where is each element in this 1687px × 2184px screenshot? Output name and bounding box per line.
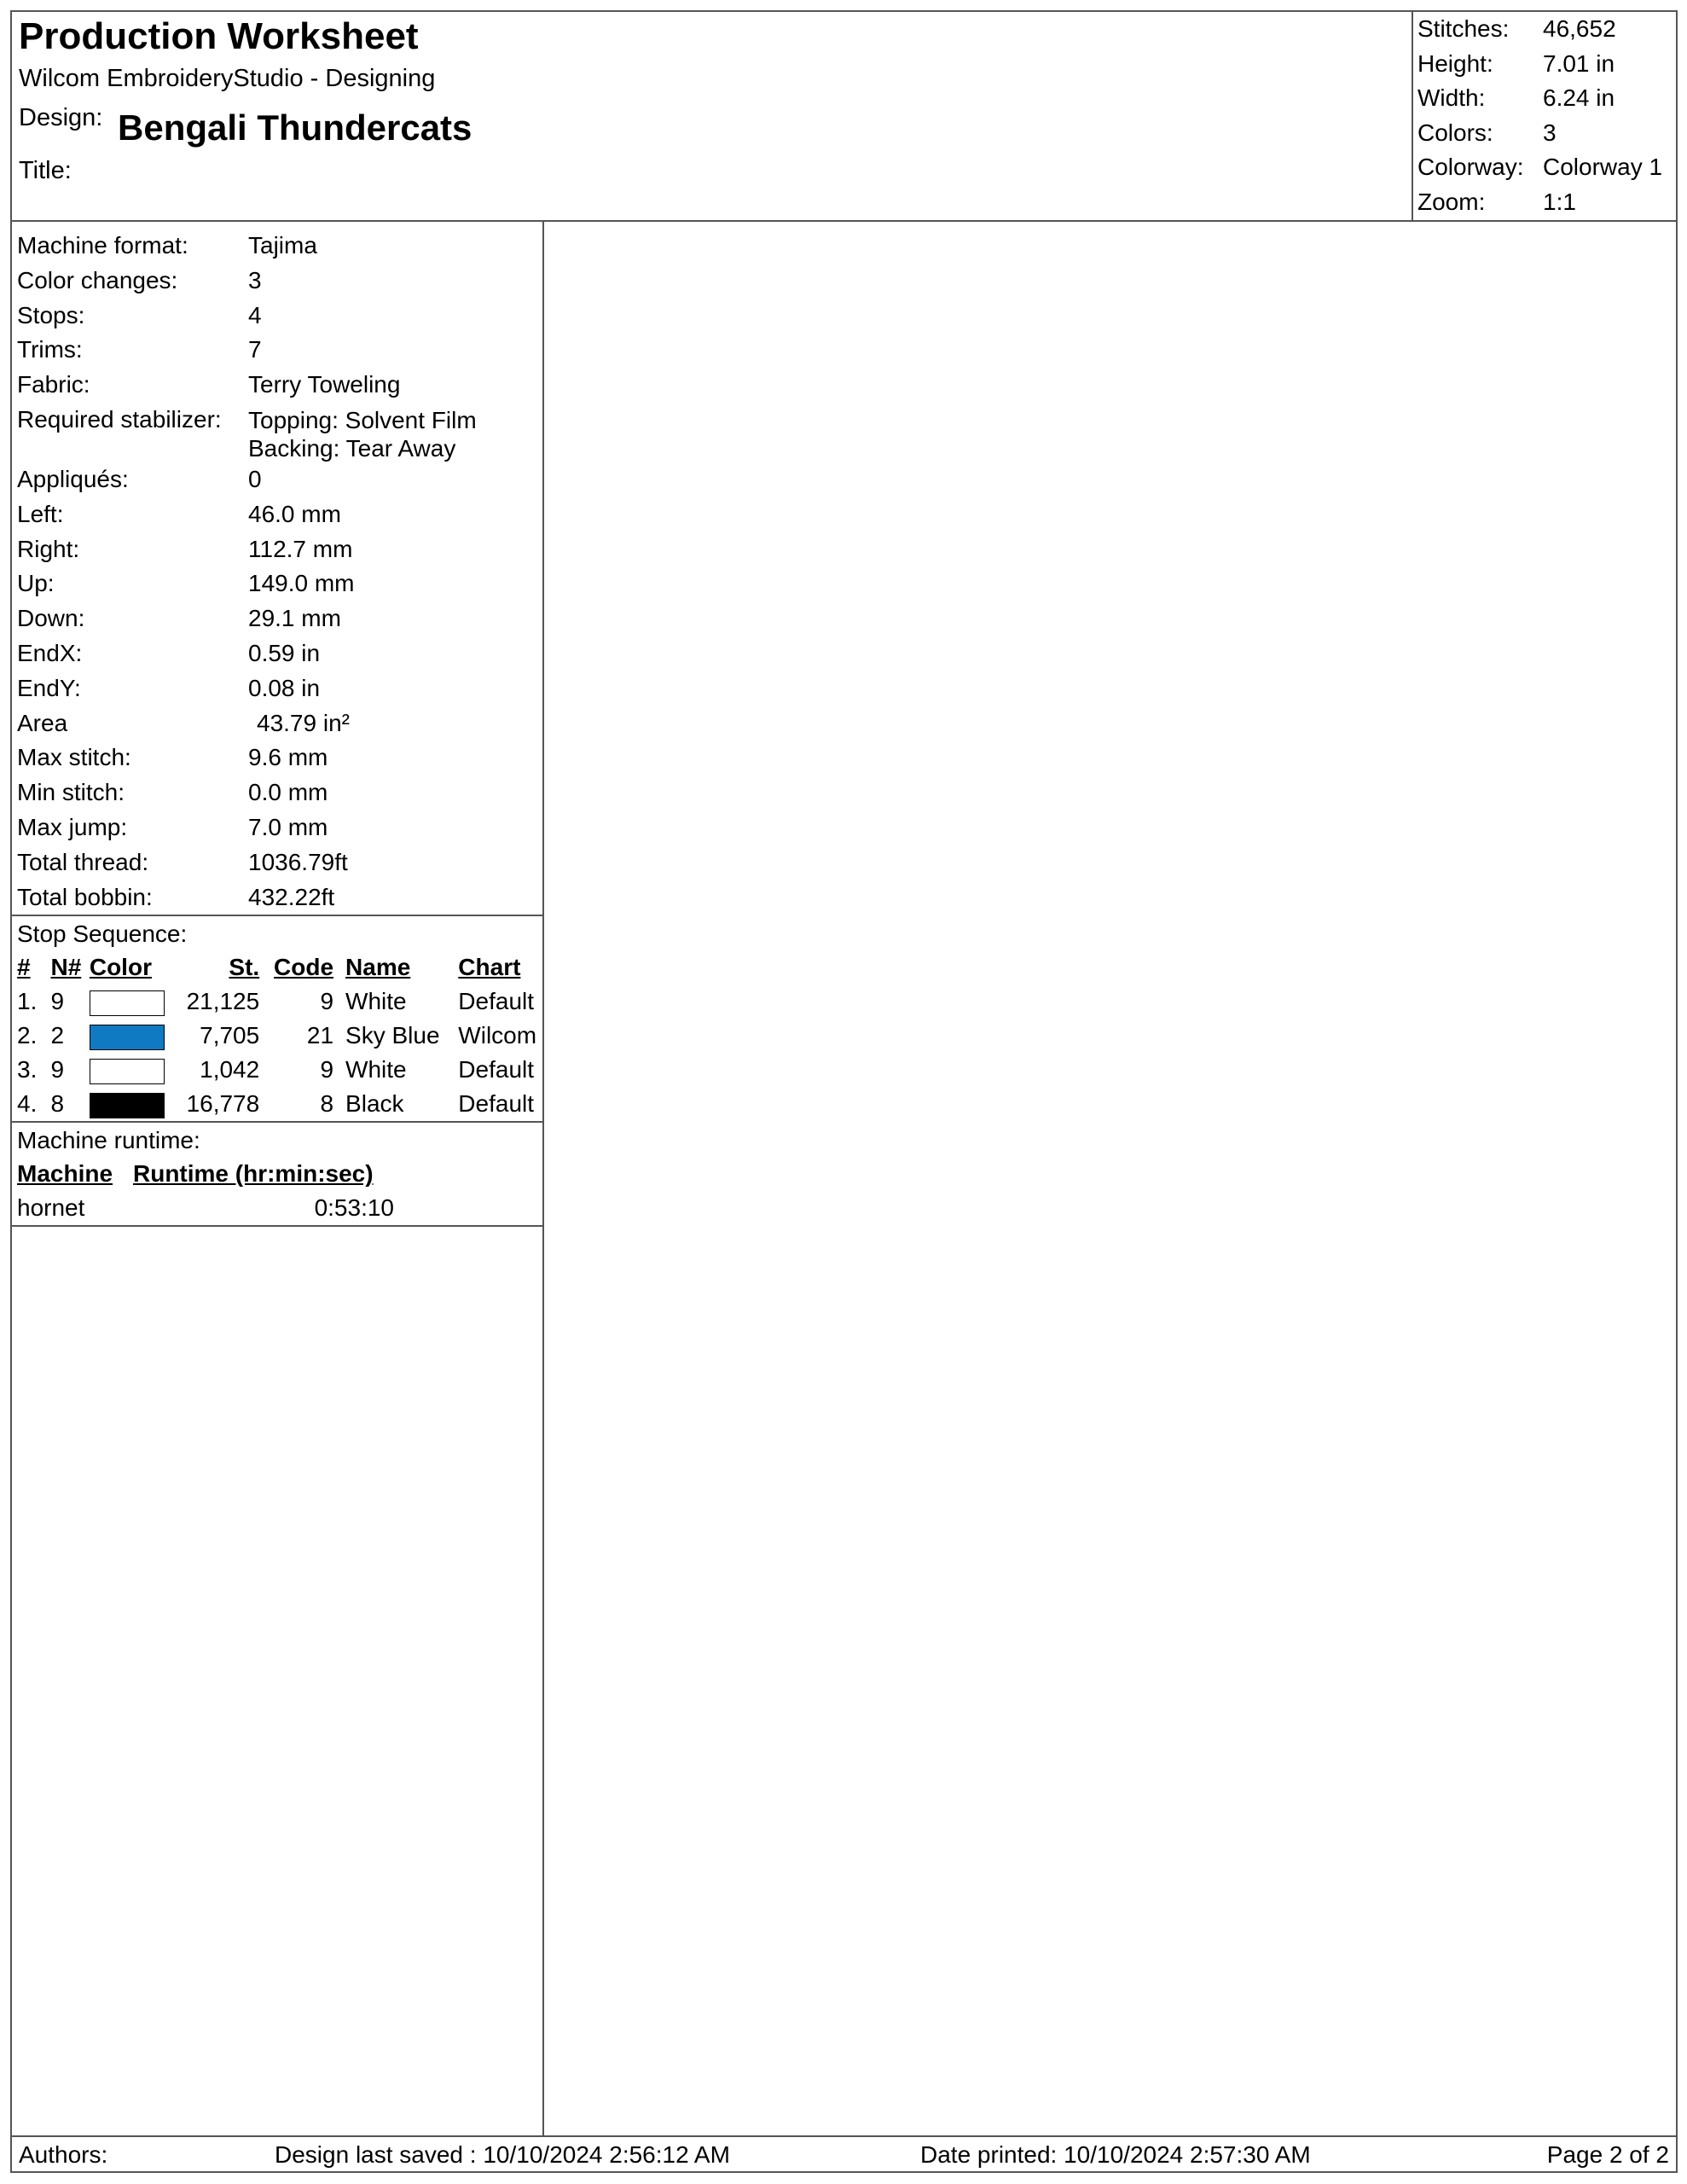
table-row <box>12 1053 542 1087</box>
property-value: 0.08 in <box>248 674 321 701</box>
property-row <box>12 601 542 636</box>
footer-page-number: Page 2 of 2 <box>1546 2141 1669 2168</box>
col-header-stitches: St. <box>229 954 260 981</box>
thread-name: White <box>345 988 407 1015</box>
thread-name: Black <box>345 1090 404 1118</box>
stop-sequence-title: Stop Sequence: <box>17 921 188 948</box>
summary-row-height <box>1417 47 1676 82</box>
machine-runtime <box>12 1121 542 1227</box>
property-label: Trims: <box>17 336 83 363</box>
property-value: 4 <box>248 301 262 328</box>
color-cell <box>90 1087 174 1121</box>
property-label: Required stabilizer: <box>17 405 222 433</box>
col-header-index: # <box>17 954 31 981</box>
stitch-count: 21,125 <box>186 988 260 1015</box>
property-label: Left: <box>17 500 64 527</box>
property-value: 0.0 mm <box>248 779 328 806</box>
design-summary <box>1412 12 1676 220</box>
app-subtitle: Wilcom EmbroideryStudio - Designing <box>19 65 436 92</box>
color-swatch <box>90 990 165 1016</box>
property-value: 3 <box>248 266 262 293</box>
col-header-color: Color <box>89 954 152 981</box>
thread-name: White <box>345 1056 407 1083</box>
color-cell <box>90 985 174 1019</box>
color-swatch <box>90 1059 165 1084</box>
thread-code: 8 <box>320 1090 334 1118</box>
col-header-needle: N# <box>50 954 82 981</box>
summary-value: 46,652 <box>1543 15 1616 42</box>
property-value: 43.79 in² <box>257 709 350 736</box>
property-value: 9.6 mm <box>248 744 328 771</box>
footer-last-saved: Design last saved : 10/10/2024 2:56:12 AM <box>275 2141 730 2168</box>
summary-value: Colorway 1 <box>1543 154 1663 181</box>
property-label: Down: <box>17 605 85 632</box>
thread-chart: Default <box>458 988 535 1015</box>
needle-number: 9 <box>50 988 65 1015</box>
stop-index: 2. <box>17 1022 38 1049</box>
property-row <box>12 810 542 845</box>
property-value: 432.22ft <box>248 883 335 910</box>
property-label: Right: <box>17 535 80 562</box>
design-properties <box>12 220 542 915</box>
property-value: 112.7 mm <box>248 535 353 562</box>
summary-label: Width: <box>1417 84 1486 112</box>
stabilizer-topping: Topping: Solvent Film <box>248 406 477 433</box>
property-value: 7.0 mm <box>248 813 328 840</box>
property-row <box>12 845 542 880</box>
property-row <box>12 229 542 264</box>
summary-row-width <box>1417 81 1676 116</box>
footer-authors: Authors: <box>19 2141 108 2168</box>
machine-name: hornet <box>17 1194 85 1222</box>
thread-name: Sky Blue <box>345 1022 440 1049</box>
page-title: Production Worksheet <box>19 15 419 57</box>
thread-code: 9 <box>320 988 334 1015</box>
property-row-stabilizer <box>12 403 542 462</box>
stitch-count: 1,042 <box>200 1056 260 1083</box>
thread-code: 21 <box>306 1022 334 1049</box>
property-row <box>12 775 542 810</box>
design-label: Design: <box>19 104 103 131</box>
color-swatch <box>90 1093 165 1118</box>
property-row <box>12 333 542 368</box>
property-row <box>12 636 542 671</box>
details-column <box>12 220 544 2135</box>
summary-row-stitches <box>1417 12 1676 47</box>
stabilizer-backing: Backing: Tear Away <box>248 434 456 462</box>
summary-label: Height: <box>1417 49 1493 77</box>
property-label: Max jump: <box>17 813 128 840</box>
summary-label: Stitches: <box>1417 15 1510 42</box>
table-row <box>12 985 542 1019</box>
property-value: 149.0 mm <box>248 570 355 597</box>
needle-number: 2 <box>50 1022 65 1049</box>
summary-value: 7.01 in <box>1543 49 1615 77</box>
summary-label: Colors: <box>1417 119 1493 146</box>
property-row <box>12 671 542 706</box>
thread-code: 9 <box>320 1056 334 1083</box>
footer-date-printed: Date printed: 10/10/2024 2:57:30 AM <box>920 2141 1311 2168</box>
property-row <box>12 462 542 497</box>
property-label: Total thread: <box>17 848 149 875</box>
property-label: Area <box>17 709 68 736</box>
property-label: Stops: <box>17 301 85 328</box>
summary-value: 1:1 <box>1543 188 1576 215</box>
needle-number: 8 <box>50 1090 65 1118</box>
property-row <box>12 532 542 567</box>
color-cell <box>90 1053 174 1087</box>
stop-sequence <box>12 915 542 1121</box>
property-row <box>12 497 542 532</box>
worksheet-header <box>12 12 1676 222</box>
machine-runtime-value: 0:53:10 <box>314 1194 394 1222</box>
property-label: EndX: <box>17 639 83 666</box>
stop-index: 1. <box>17 988 38 1015</box>
stitch-count: 16,778 <box>186 1090 260 1118</box>
summary-value: 3 <box>1543 119 1557 146</box>
title-label: Title: <box>19 157 72 184</box>
property-label: Appliqués: <box>17 465 129 492</box>
summary-row-colors <box>1417 116 1676 151</box>
property-label: Up: <box>17 570 55 597</box>
property-value: 1036.79ft <box>248 848 348 875</box>
worksheet-footer <box>12 2135 1676 2173</box>
table-row <box>12 1087 542 1121</box>
property-label: Color changes: <box>17 266 178 293</box>
property-label: EndY: <box>17 674 81 701</box>
color-swatch <box>90 1025 165 1050</box>
summary-value: 6.24 in <box>1543 84 1615 112</box>
design-name: Bengali Thundercats <box>118 107 472 148</box>
table-row <box>12 1191 542 1225</box>
table-row <box>12 1019 542 1053</box>
col-header-name: Name <box>345 954 411 981</box>
property-label: Machine format: <box>17 232 188 258</box>
thread-chart: Default <box>458 1090 535 1118</box>
property-row <box>12 741 542 775</box>
property-label: Total bobbin: <box>17 883 153 910</box>
thread-chart: Wilcom <box>458 1022 537 1049</box>
stop-index: 4. <box>17 1090 38 1118</box>
stop-sequence-header <box>12 950 542 985</box>
summary-row-colorway <box>1417 150 1676 185</box>
summary-row-zoom <box>1417 185 1676 220</box>
stop-index: 3. <box>17 1056 38 1083</box>
property-row <box>12 706 542 741</box>
col-header-code: Code <box>274 954 334 981</box>
col-header-chart: Chart <box>458 954 521 981</box>
property-value <box>248 403 477 462</box>
worksheet-frame <box>10 10 1678 2173</box>
thread-chart: Default <box>458 1056 535 1083</box>
property-value: 0.59 in <box>248 639 321 666</box>
machine-runtime-title: Machine runtime: <box>17 1127 200 1154</box>
col-header-machine: Machine <box>17 1160 113 1188</box>
needle-number: 9 <box>50 1056 65 1083</box>
property-row <box>12 566 542 601</box>
property-row <box>12 299 542 334</box>
stitch-count: 7,705 <box>200 1022 260 1049</box>
property-row <box>12 264 542 299</box>
col-header-runtime: Runtime (hr:min:sec) <box>133 1160 374 1188</box>
property-label: Min stitch: <box>17 779 125 806</box>
property-value: 29.1 mm <box>248 605 341 632</box>
property-label: Fabric: <box>17 371 90 398</box>
property-value: 0 <box>248 465 262 492</box>
property-row <box>12 368 542 403</box>
property-value: 7 <box>248 336 262 363</box>
color-cell <box>90 1019 174 1053</box>
property-value: Terry Toweling <box>248 371 401 398</box>
machine-runtime-header <box>12 1157 542 1191</box>
property-value: 46.0 mm <box>248 500 341 527</box>
summary-label: Zoom: <box>1417 188 1486 215</box>
property-value: Tajima <box>248 232 317 258</box>
property-label: Max stitch: <box>17 744 131 771</box>
property-row <box>12 880 542 915</box>
summary-label: Colorway: <box>1417 154 1524 181</box>
